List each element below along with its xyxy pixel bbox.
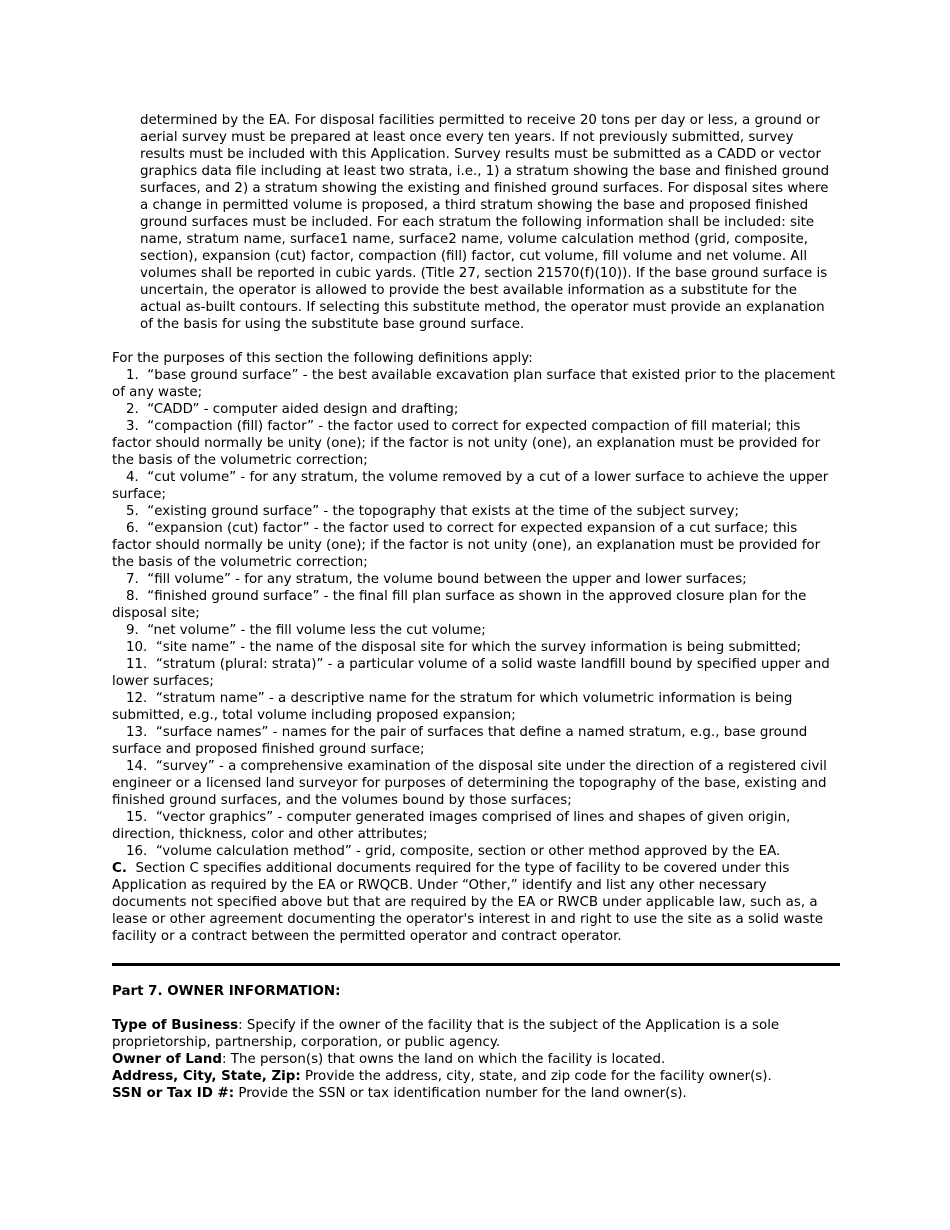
survey-paragraph: determined by the EA. For disposal facilities permitted to receive 20 tons per day or less, a ground or aerial survey must be prepared at least once every ten years. If not previously submitted, survey results must be included with this Application. Survey results must be submitted as a CADD or vector graphics data file including at least two strata, i.e., 1) a stratum showing the base and finished ground surfaces, and 2) a stratum showing the existing and finished ground surfaces. For disposal sites where a change in permitted volume is proposed, a third stratum showing the base and proposed finished ground surfaces must be included. For each stratum the following information shall be included: site name, stratum name, surface1 name, surface2 name, volume calculation method (grid, composite, section), expansion (cut) factor, compaction (fill) factor, cut volume, fill volume and net volume. All volumes shall be reported in cubic yards. (Title 27, section 21570(f)(10)). If the base ground surface is uncertain, the operator is allowed to provide the best available information as a substitute for the actual as-built contours. If selecting this substitute method, the operator must provide an explanation of the basis for using the substitute base ground surface. (140, 113, 830, 332)
definition-item: 9. “net volume” - the fill volume less the cut volume; (126, 623, 486, 638)
document-page (112, 112, 840, 1102)
definition-item: 14. “survey” - a comprehensive examination of the disposal site under the direction of a registered civil engineer or a licensed land surveyor for purposes of determining the topography of the base, existing and finished ground surfaces, and the volumes bound by those surfaces; (112, 759, 827, 808)
definition-item: 7. “fill volume” - for any stratum, the volume bound between the upper and lower surfaces; (126, 572, 747, 587)
owner-field-ssn: SSN or Tax ID #: Provide the SSN or tax identification number for the land owner(s). (112, 1086, 687, 1101)
definition-item: 13. “surface names” - names for the pair of surfaces that define a named stratum, e.g., base ground surface and proposed finished ground surface; (112, 725, 808, 757)
definition-item: 8. “finished ground surface” - the final fill plan surface as shown in the approved closure plan for the disposal site; (112, 589, 807, 621)
spacer (112, 333, 840, 350)
owner-field-type-of-business: Type of Business: Specify if the owner of the facility that is the subject of the Application is a sole proprietorship, partnership, corporation, or public agency. (112, 1018, 780, 1050)
definition-item: 12. “stratum name” - a descriptive name for the stratum for which volumetric information is being submitted, e.g., total volume including proposed expansion; (112, 691, 793, 723)
owner-field-owner-of-land: Owner of Land: The person(s) that owns the land on which the facility is located. (112, 1052, 666, 1067)
spacer (112, 1000, 840, 1017)
definition-item: 2. “CADD” - computer aided design and drafting; (126, 402, 459, 417)
owner-field-address: Address, City, State, Zip: Provide the address, city, state, and zip code for the facility owner(s). (112, 1069, 772, 1084)
definition-item: 5. “existing ground surface” - the topography that exists at the time of the subject survey; (126, 504, 739, 519)
definition-item: 10. “site name” - the name of the disposal site for which the survey information is being submitted; (126, 640, 801, 655)
section-c-paragraph: C. Section C specifies additional documents required for the type of facility to be covered under this Application as required by the EA or RWQCB. Under “Other,” identify and list any other necessary documents not specified above but that are required by the EA or RWCB under applicable law, such as, a lease or other agreement documenting the operator's interest in and right to use the site as a solid waste facility or a contract between the permitted operator and contract operator. (112, 861, 823, 944)
part7-heading: Part 7. OWNER INFORMATION: (112, 984, 341, 999)
definition-item: 1. “base ground surface” - the best available excavation plan surface that existed prior to the placement of any waste; (112, 368, 836, 400)
section-c-label: C. (112, 861, 127, 876)
definition-item: 6. “expansion (cut) factor” - the factor used to correct for expected expansion of a cut surface; this factor should normally be unity (one); if the factor is not unity (one), an explanation must be provided for the basis of the volumetric correction; (112, 521, 821, 570)
definition-item: 15. “vector graphics” - computer generated images comprised of lines and shapes of given origin, direction, thickness, color and other attributes; (112, 810, 791, 842)
section-divider (112, 963, 840, 966)
definition-item: 3. “compaction (fill) factor” - the factor used to correct for expected compaction of fill material; this factor should normally be unity (one); if the factor is not unity (one), an explanation must be provided for the basis of the volumetric correction; (112, 419, 821, 468)
definition-item: 4. “cut volume” - for any stratum, the volume removed by a cut of a lower surface to achieve the upper surface; (112, 470, 829, 502)
definitions-list (112, 367, 840, 860)
definitions-heading: For the purposes of this section the following definitions apply: (112, 351, 533, 366)
definition-item: 11. “stratum (plural: strata)” - a particular volume of a solid waste landfill bound by specified upper and lower surfaces; (112, 657, 830, 689)
definition-item: 16. “volume calculation method” - grid, composite, section or other method approved by the EA. (126, 844, 781, 859)
